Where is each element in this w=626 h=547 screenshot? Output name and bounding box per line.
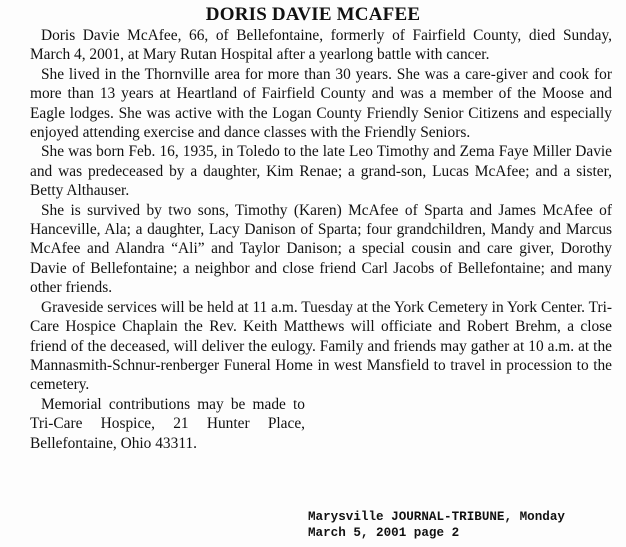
obituary-body [30, 26, 612, 453]
obituary-headline: DORIS DAVIE MCAFEE [205, 4, 421, 25]
source-citation-line-2: March 5, 2001 page 2 [308, 526, 460, 540]
obituary-paragraph-life: She lived in the Thornville area for more than 30 years. She was a care-giver and cook for more than 13 years at Heartland of Fairfield County and was a member of the Moose and Eagle lodges. She was active with the Logan County Friendly Senior Citizens and especially enjoyed attending exercise and dance classes with the Friendly Seniors. [30, 65, 612, 142]
obituary-paragraph-death-notice: Doris Davie McAfee, 66, of Bellefontaine, formerly of Fairfield County, died Sunday, March 4, 2001, at Mary Rutan Hospital after a yearlong battle with cancer. [30, 27, 612, 64]
obituary-paragraph-survivors: She is survived by two sons, Timothy (Karen) McAfee of Sparta and James McAfee of Hanceville, Ala; a daughter, Lacy Danison of Sparta; four grandchildren, Mandy and Marcus McAfee and Alandra “Ali” and Taylor Danison; a special cousin and care giver, Dorothy Davie of Bellefontaine; a neighbor and close friend Carl Jacobs of Bellefontaine; and many other friends. [30, 201, 612, 297]
obituary-paragraph-birth: She was born Feb. 16, 1935, in Toledo to the late Leo Timothy and Zema Faye Miller Davie and was predeceased by a daughter, Kim Renae; a grand-son, Lucas McAfee; and a sister, Betty Althauser. [30, 143, 612, 200]
source-citation [308, 509, 618, 541]
source-citation-line-1: Marysville JOURNAL-TRIBUNE, Monday [308, 510, 565, 524]
obituary-paragraph-memorial: Memorial contributions may be made to Tri-Care Hospice, 21 Hunter Place, Bellefontaine, Ohio 43311. [30, 395, 305, 452]
obituary-paragraph-services: Graveside services will be held at 11 a.m. Tuesday at the York Cemetery in York Center. Tri-Care Hospice Chaplain the Rev. Keith Matthews will officiate and Robert Brehm, a close friend of the deceased, will deliver the eulogy. Family and friends may gather at 10 a.m. at the Mannasmith-Schnur-renberger Funeral Home in west Mansfield to travel in procession to the cemetery. [30, 298, 612, 394]
